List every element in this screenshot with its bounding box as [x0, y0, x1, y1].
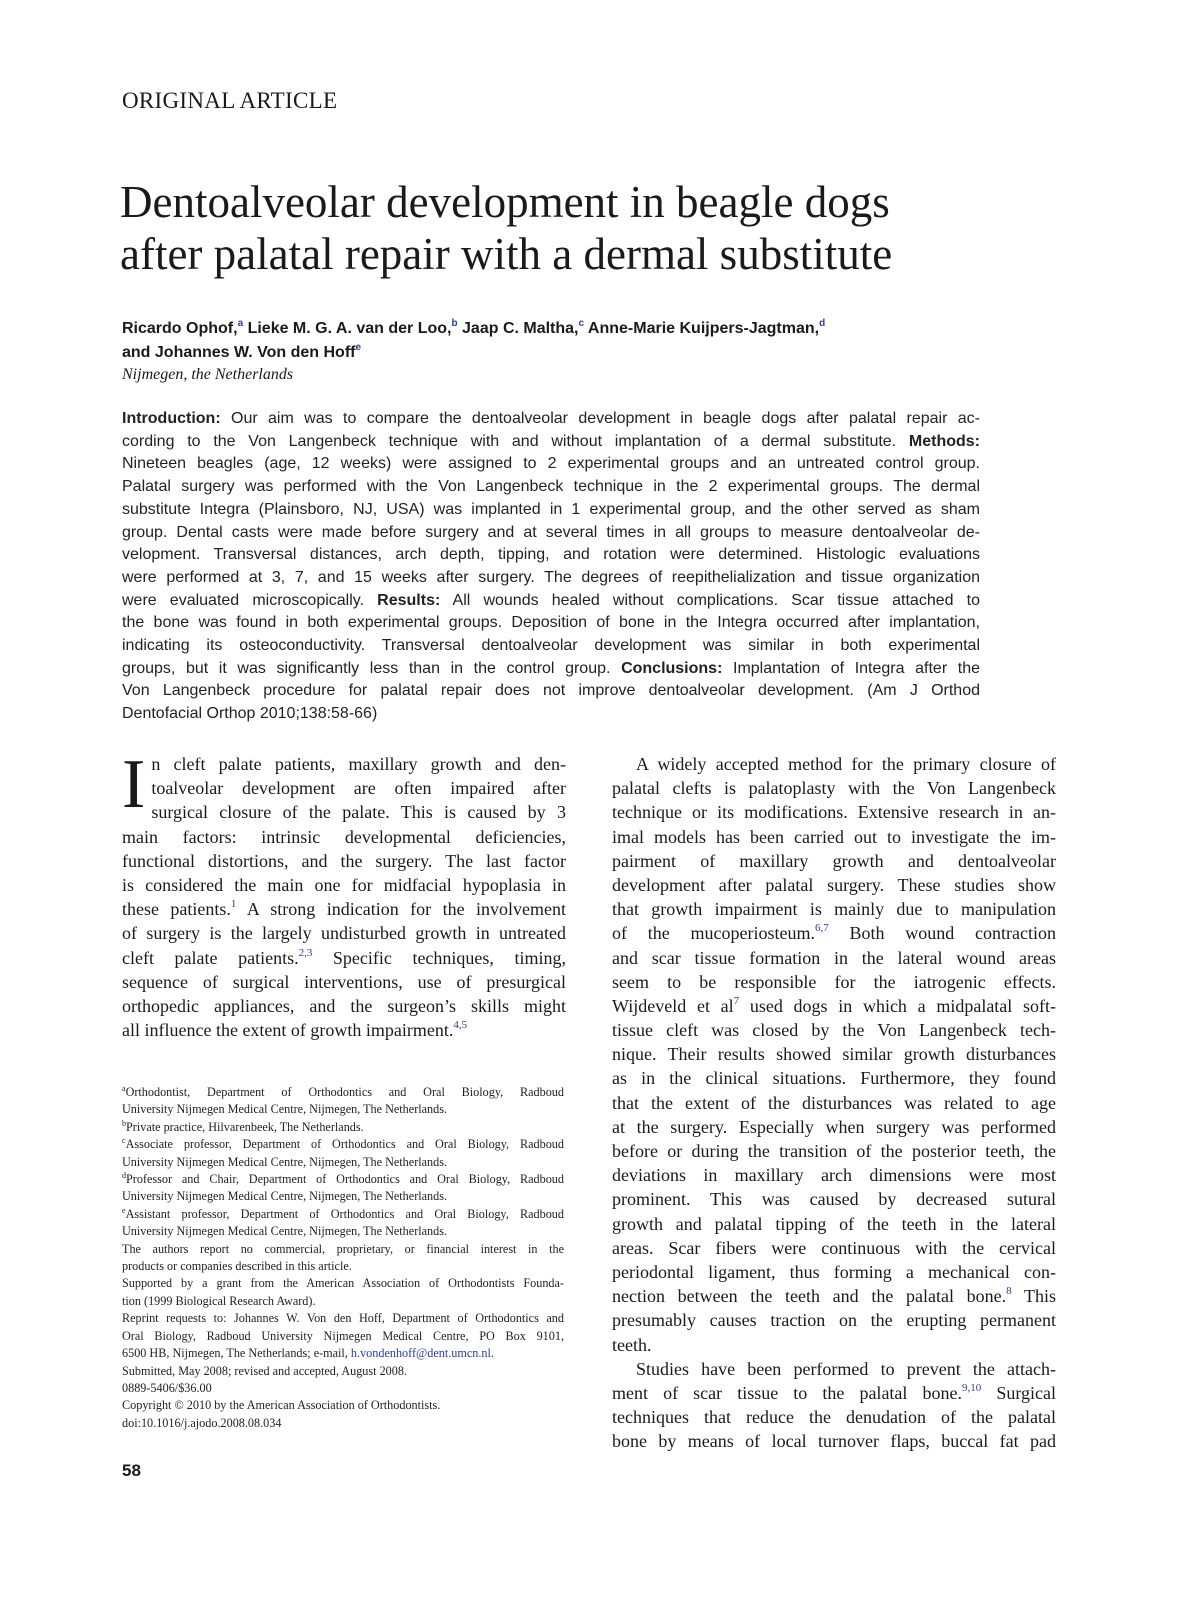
author-name: Anne-Marie Kuijpers-Jagtman,: [584, 320, 820, 337]
body-line: deviations in maxillary arch dimensions were most: [612, 1165, 1056, 1186]
author-name: Ricardo Ophof,: [122, 320, 238, 337]
abstract-line: velopment. Transversal distances, arch depth, tipping, and rotation were determined. Histologic evaluations: [122, 546, 980, 564]
body-line: tissue cleft was closed by the Von Langenbeck tech-: [612, 1020, 1056, 1041]
citation-link[interactable]: 2,3: [298, 946, 313, 959]
footnote-line: doi:10.1016/j.ajodo.2008.08.034: [122, 1415, 282, 1430]
body-line: presumably causes traction on the erupting permanent: [612, 1310, 1056, 1331]
affiliation-marker[interactable]: c: [578, 318, 585, 329]
abstract: [122, 408, 980, 726]
footnote-line: $^d$Professor and Chair, Department of Orthodontics and Oral Biology, Radboud: [122, 1171, 564, 1187]
citation-link[interactable]: 1: [230, 898, 237, 911]
body-line: periodontal ligament, thus forming a mechanical con-: [612, 1261, 1056, 1282]
footnote-line: $^e$Assistant professor, Department of Orthodontics and Oral Biology, Radboud: [122, 1205, 564, 1221]
section-label: ORIGINAL ARTICLE: [122, 88, 338, 113]
footnote-line: products or companies described in this article.: [122, 1259, 352, 1274]
footnote-line: $^b$Private practice, Hilvarenbeek, The Netherlands.: [122, 1118, 364, 1134]
abstract-heading-methods: Methods:: [908, 432, 980, 450]
abstract-line: Von Langenbeck procedure for palatal repair does not improve dentoalveolar development. (Am J Orthod: [122, 682, 980, 700]
citation-link[interactable]: 8: [1006, 1285, 1012, 1298]
body-line: these patients.$^1$ A strong indication for the involvement: [122, 898, 566, 920]
citation-link[interactable]: 7: [733, 994, 740, 1007]
body-line: techniques that reduce the denudation of the palatal: [612, 1407, 1056, 1428]
footnote-line: Copyright © 2010 by the American Association of Orthodontists.: [122, 1398, 441, 1413]
body-line: that the extent of the disturbances was related to age: [612, 1092, 1056, 1113]
body-line: cleft palate patients.$^{2,3}$ Specific techniques, timing,: [122, 946, 566, 968]
footnote-line: University Nijmegen Medical Centre, Nijmegen, The Netherlands.: [122, 1102, 448, 1117]
author-location: Nijmegen, the Netherlands: [122, 366, 294, 383]
body-line: main factors: intrinsic developmental deficiencies,: [122, 826, 566, 847]
body-column-right: [612, 752, 1056, 1453]
footnote-line: $^c$Associate professor, Department of Orthodontics and Oral Biology, Radboud: [122, 1136, 564, 1152]
body-line: is considered the main one for midfacial hypoplasia in: [122, 874, 566, 895]
title-line-1: Dentoalveolar development in beagle dogs: [120, 177, 890, 227]
abstract-line: Introduction: Our aim was to compare the dentoalveolar development in beagle dogs after palatal repair ac-: [122, 410, 980, 427]
abstract-line: groups, but it was significantly less than in the control group. Conclusions: Implantation of Integra after the: [122, 659, 980, 677]
body-line: bone by means of local turnover flaps, buccal fat pad: [612, 1431, 1056, 1452]
body-line: nection between the teeth and the palatal bone.$^8$ This: [612, 1285, 1056, 1307]
author-line-1: [122, 317, 1052, 341]
article-footnotes: [122, 1084, 564, 1432]
citation-link[interactable]: 6,7: [814, 922, 829, 935]
body-line: development after palatal surgery. These studies show: [612, 874, 1056, 895]
body-line: palatal clefts is palatoplasty with the Von Langenbeck: [612, 778, 1056, 799]
drop-cap: I: [122, 746, 146, 823]
body-line: areas. Scar fibers were continuous with the cervical: [612, 1237, 1056, 1258]
footnote-line: Submitted, May 2008; revised and accepted, August 2008.: [122, 1363, 408, 1378]
body-line: of the mucoperiosteum.$^{6,7}$ Both wound contraction: [612, 922, 1056, 944]
footnote-line: Reprint requests to: Johannes W. Von den Hoff, Department of Orthodontics and: [122, 1311, 564, 1326]
body-line: before or during the transition of the posterior teeth, the: [612, 1141, 1056, 1161]
body-line: Wijdeveld et $al^7$ used dogs in which a midpalatal soft-: [612, 994, 1056, 1016]
body-line: A widely accepted method for the primary closure of: [636, 754, 1056, 774]
body-line: functional distortions, and the surgery. The last factor: [122, 850, 566, 871]
body-line: ment of scar tissue to the palatal bone.$^{9,10}$ Surgical: [612, 1381, 1056, 1403]
body-line: prominent. This was caused by decreased sutural: [612, 1189, 1056, 1210]
footnote-line: Oral Biology, Radboud University Nijmegen Medical Centre, PO Box 9101,: [122, 1328, 564, 1343]
abstract-heading-results: Results:: [377, 591, 441, 609]
title-line-2: after palatal repair with a dermal substitute: [120, 229, 893, 279]
body-line: at the surgery. Especially when surgery was performed: [612, 1116, 1056, 1137]
body-line: pairment of maxillary growth and dentoalveolar: [612, 850, 1056, 871]
body-line: as in the clinical situations. Furthermore, they found: [612, 1068, 1056, 1089]
body-line: surgical closure of the palate. This is caused by 3: [151, 802, 566, 823]
abstract-line: Dentofacial Orthop 2010;138:58-66): [122, 705, 378, 723]
body-line: growth and palatal tipping of the teeth in the lateral: [612, 1213, 1056, 1234]
affiliation-marker[interactable]: d: [819, 318, 826, 329]
body-line: toalveolar development are often impaired after: [151, 778, 566, 799]
affiliation-marker[interactable]: a: [237, 318, 244, 329]
footnote-line: 0889-5406/$36.00: [122, 1380, 212, 1395]
affiliation-marker[interactable]: e: [355, 342, 362, 353]
footnote-line: tion (1999 Biological Research Award).: [122, 1293, 316, 1308]
abstract-line: were evaluated microscopically. Results: All wounds healed without complications. Scar tissue attached to: [122, 591, 980, 609]
citation-link[interactable]: 9,10: [962, 1381, 982, 1394]
abstract-heading-conclusions: Conclusions:: [621, 659, 723, 677]
footnote-line: 6500 HB, Nijmegen, The Netherlands; e-mail, h.vondenhoff@dent.umcn.nl.: [122, 1346, 494, 1361]
abstract-line: Palatal surgery was performed with the Von Langenbeck technique in the 2 experimental groups. The dermal: [122, 478, 980, 496]
body-line: imal models has been carried out to investigate the im-: [612, 826, 1056, 847]
footnote-line: The authors report no commercial, proprietary, or financial interest in the: [122, 1241, 564, 1256]
footnote-line: University Nijmegen Medical Centre, Nijmegen, The Netherlands.: [122, 1224, 448, 1239]
body-line: technique or its modifications. Extensive research in an-: [612, 802, 1056, 823]
body-line: Studies have been performed to prevent the attach-: [636, 1358, 1056, 1379]
abstract-line: cording to the Von Langenbeck technique with and without implantation of a dermal substitute. Methods:: [122, 432, 980, 450]
email-link[interactable]: h.vondenhoff@dent.umcn.nl: [350, 1346, 491, 1361]
abstract-heading-introduction: Introduction:: [122, 410, 221, 427]
author-name: Lieke M. G. A. van der Loo,: [243, 320, 452, 337]
author-name: and Johannes W. Von den Hoff: [122, 344, 356, 361]
abstract-line: group. Dental casts were made before surgery and at several times in all groups to measure dentoalveolar de-: [122, 523, 980, 541]
footnote-line: University Nijmegen Medical Centre, Nijmegen, The Netherlands.: [122, 1189, 448, 1204]
body-line: that growth impairment is mainly due to manipulation: [612, 899, 1056, 920]
page-number: 58: [122, 1461, 141, 1480]
article-title: [120, 176, 1080, 280]
body-line: all influence the extent of growth impairment.$^{4,5}$: [122, 1019, 468, 1041]
footnote-line: University Nijmegen Medical Centre, Nijmegen, The Netherlands.: [122, 1154, 448, 1169]
body-line: sequence of surgical interventions, use of presurgical: [122, 971, 566, 992]
abstract-line: were performed at 3, 7, and 15 weeks after surgery. The degrees of reepithelialization and tissue organization: [122, 568, 980, 586]
footnote-line: Supported by a grant from the American Association of Orthodontists Founda-: [122, 1276, 564, 1291]
abstract-line: indicating its osteoconductivity. Transversal dentoalveolar development was similar in both experimental: [122, 637, 980, 655]
footnote-line: $^a$Orthodontist, Department of Orthodontics and Oral Biology, Radboud: [122, 1084, 564, 1099]
abstract-line: Nineteen beagles (age, 12 weeks) were assigned to 2 experimental groups and an untreated control group.: [122, 455, 980, 473]
body-line: seem to be responsible for the iatrogenic effects.: [612, 971, 1056, 992]
body-line: orthopedic appliances, and the surgeon’s skills might: [122, 995, 566, 1016]
author-line-2: [122, 341, 1052, 365]
affiliation-marker[interactable]: b: [451, 318, 458, 329]
body-line: n cleft palate patients, maxillary growth and den-: [151, 754, 566, 774]
author-list: [122, 317, 1052, 365]
body-line: nique. Their results showed similar growth disturbances: [612, 1044, 1056, 1065]
body-line: of surgery is the largely undisturbed growth in untreated: [122, 923, 566, 944]
body-column-left: [122, 746, 566, 1042]
author-name: Jaap C. Maltha,: [457, 320, 579, 337]
abstract-line: substitute Integra (Plainsboro, NJ, USA) was implanted in 1 experimental group, and the other served as sham: [122, 500, 980, 518]
body-line: teeth.: [612, 1334, 652, 1355]
citation-link[interactable]: 4,5: [453, 1019, 468, 1032]
body-line: and scar tissue formation in the lateral wound areas: [612, 947, 1056, 968]
abstract-line: the bone was found in both experimental groups. Deposition of bone in the Integra occurred after implantation,: [122, 614, 980, 632]
